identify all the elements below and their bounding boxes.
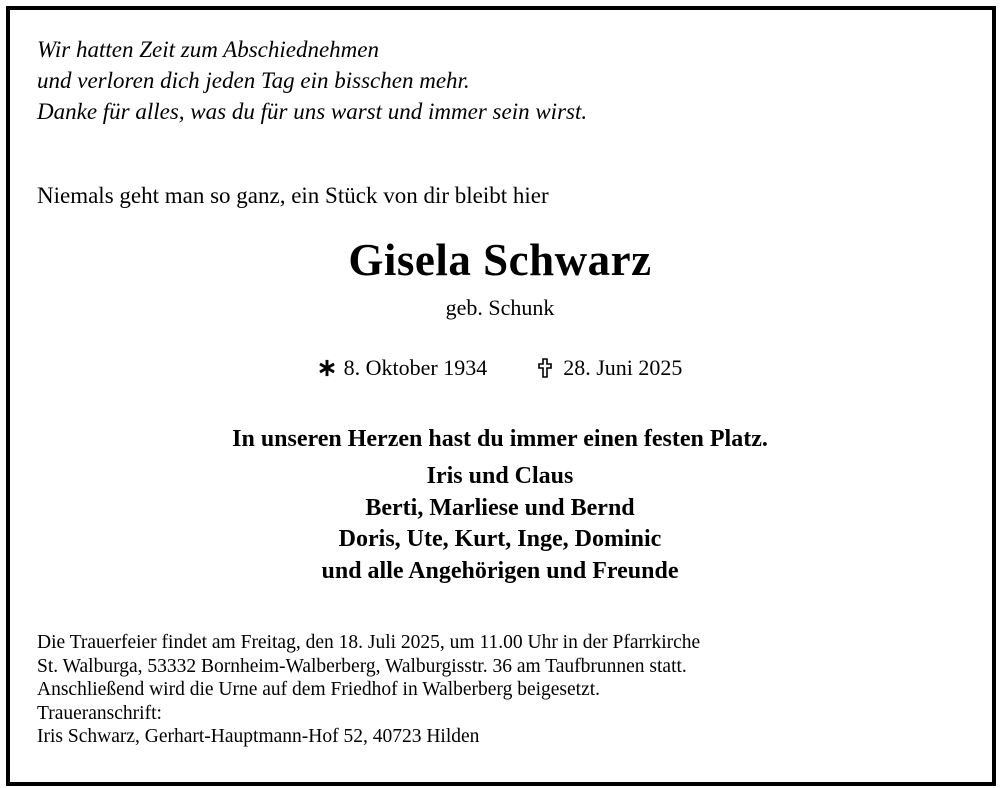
star-icon (318, 359, 336, 377)
poem-line: Danke für alles, was du für uns warst und immer sein wirst. (37, 99, 588, 124)
funeral-info (37, 631, 700, 749)
info-line: St. Walburga, 53332 Bornheim-Walberberg, Walburgisstr. 36 am Taufbrunnen statt. (37, 655, 687, 677)
family-list (0, 461, 1000, 587)
family-line: Iris und Claus (426, 463, 574, 489)
heart-statement: In unseren Herzen hast du immer einen festen Platz. (232, 426, 768, 452)
death-date: 28. Juni 2025 (563, 355, 683, 380)
info-line: Traueranschrift: (37, 702, 162, 724)
poem-line: Wir hatten Zeit zum Abschiednehmen (37, 37, 379, 62)
farewell-quote: Niemals geht man so ganz, ein Stück von dir bleibt hier (37, 183, 549, 208)
info-line: Anschließend wird die Urne auf dem Friedhof in Walberberg beigesetzt. (37, 679, 601, 700)
birth-date-group (318, 353, 488, 383)
family-line: Berti, Marliese und Bernd (365, 494, 635, 521)
birth-date: 8. Oktober 1934 (343, 355, 488, 380)
family-line: und alle Angehörigen und Freunde (321, 557, 679, 584)
cross-icon (537, 358, 553, 378)
poem-line: und verloren dich jeden Tag ein bisschen mehr. (37, 68, 470, 93)
poem (37, 34, 587, 127)
info-line: Die Trauerfeier findet am Freitag, den 18. Juli 2025, um 11.00 Uhr in der Pfarrkirche (37, 632, 701, 653)
info-line: Iris Schwarz, Gerhart-Hauptmann-Hof 52, 40723 Hilden (37, 726, 480, 747)
family-line: Doris, Ute, Kurt, Inge, Dominic (338, 526, 662, 552)
life-dates (0, 353, 1000, 383)
death-date-group (537, 353, 682, 383)
maiden-name: geb. Schunk (445, 295, 555, 320)
deceased-name: Gisela Schwarz (348, 235, 652, 285)
